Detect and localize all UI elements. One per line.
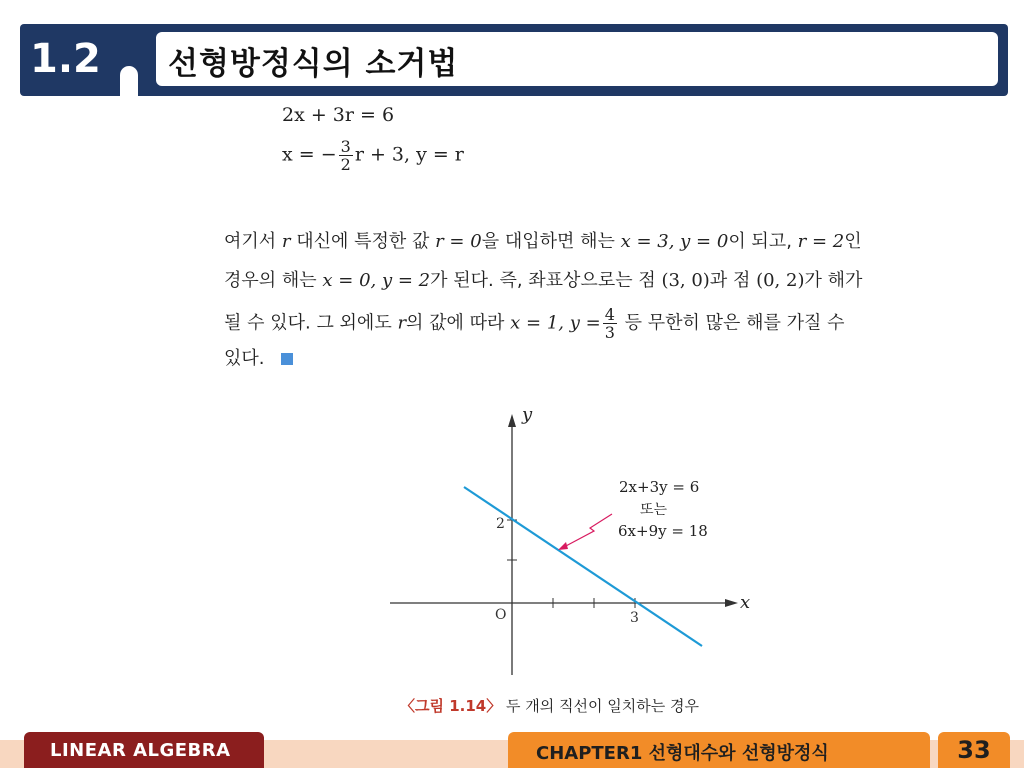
text-run: 있다. — [224, 348, 265, 369]
math-run: (3, 0) — [661, 270, 710, 291]
text-run: 인 — [844, 231, 862, 252]
equation-2-rhs: r + 3, y = r — [354, 143, 464, 166]
text-run: 가 된다. 즉, 좌표상으로는 점 — [430, 270, 662, 291]
figure-caption — [400, 695, 699, 716]
math-run: r — [281, 231, 291, 252]
fraction-denominator: 3 — [604, 323, 615, 342]
annotation-equation-1: 2x+3y = 6 — [619, 478, 700, 496]
explanation-paragraph — [224, 228, 924, 384]
equation-2-lhs: x = − — [282, 143, 337, 166]
y-tick-label-2: 2 — [496, 516, 505, 532]
text-run: 의 값에 따라 — [406, 312, 511, 334]
equation-2 — [282, 138, 464, 173]
line-graph-figure — [380, 400, 780, 690]
fraction-denominator: 2 — [340, 155, 351, 174]
x-axis-arrow-icon — [725, 599, 738, 607]
text-run: 이 되고, — [728, 231, 798, 252]
line-3-fraction — [603, 306, 617, 341]
fraction-numerator: 4 — [604, 305, 615, 324]
text-run: 경우의 해는 — [224, 270, 323, 291]
page-number: 33 — [957, 736, 991, 764]
footer-course-title: LINEAR ALGEBRA — [50, 740, 231, 761]
math-run: r = 2 — [797, 231, 845, 252]
end-of-proof-square-icon — [281, 353, 293, 365]
figure-caption-text: 두 개의 직선이 일치하는 경우 — [501, 697, 699, 715]
paragraph-line-1 — [224, 228, 924, 267]
text-run: 과 점 — [709, 270, 757, 291]
text-run: 여기서 — [224, 231, 282, 252]
text-run: 가 해가 — [804, 270, 863, 291]
figure-caption-label: 〈그림 1.14〉 — [400, 697, 502, 715]
y-axis-label: y — [522, 404, 533, 425]
equation-2-fraction — [339, 138, 353, 173]
text-run: 될 수 있다. 그 외에도 — [224, 312, 398, 334]
section-number: 1.2 — [30, 36, 101, 82]
text-run: 대신에 특정한 값 — [290, 231, 436, 252]
paragraph-line-2 — [224, 267, 924, 306]
fraction-numerator: 3 — [340, 137, 351, 156]
x-axis-label: x — [740, 592, 751, 613]
text-run: 을 대입하면 해는 — [481, 231, 621, 252]
annotation-arrowhead-icon — [558, 542, 568, 550]
header-tab-notch — [120, 66, 138, 100]
paragraph-line-4 — [224, 345, 924, 384]
annotation-or: 또는 — [640, 502, 668, 518]
math-run: (0, 2) — [756, 270, 805, 291]
math-run: x = 3, y = 0 — [620, 231, 729, 252]
math-run: r = 0 — [435, 231, 482, 252]
text-run: 등 무한히 많은 해를 가질 수 — [618, 312, 845, 334]
math-run: r — [397, 312, 407, 334]
y-axis-arrow-icon — [508, 414, 516, 427]
equation-1: 2x + 3r = 6 — [282, 104, 395, 126]
x-tick-label-3: 3 — [630, 610, 639, 626]
paragraph-line-3 — [224, 306, 924, 345]
math-run: x = 0, y = 2 — [322, 270, 431, 291]
footer-chapter-title: CHAPTER1 선형대수와 선형방정식 — [536, 743, 829, 764]
annotation-equation-2: 6x+9y = 18 — [618, 522, 708, 540]
origin-label: O — [495, 607, 507, 623]
math-run: x = 1, y = — [510, 312, 601, 334]
page-title: 선형방정식의 소거법 — [168, 46, 459, 82]
annotation-arrow — [564, 514, 612, 547]
